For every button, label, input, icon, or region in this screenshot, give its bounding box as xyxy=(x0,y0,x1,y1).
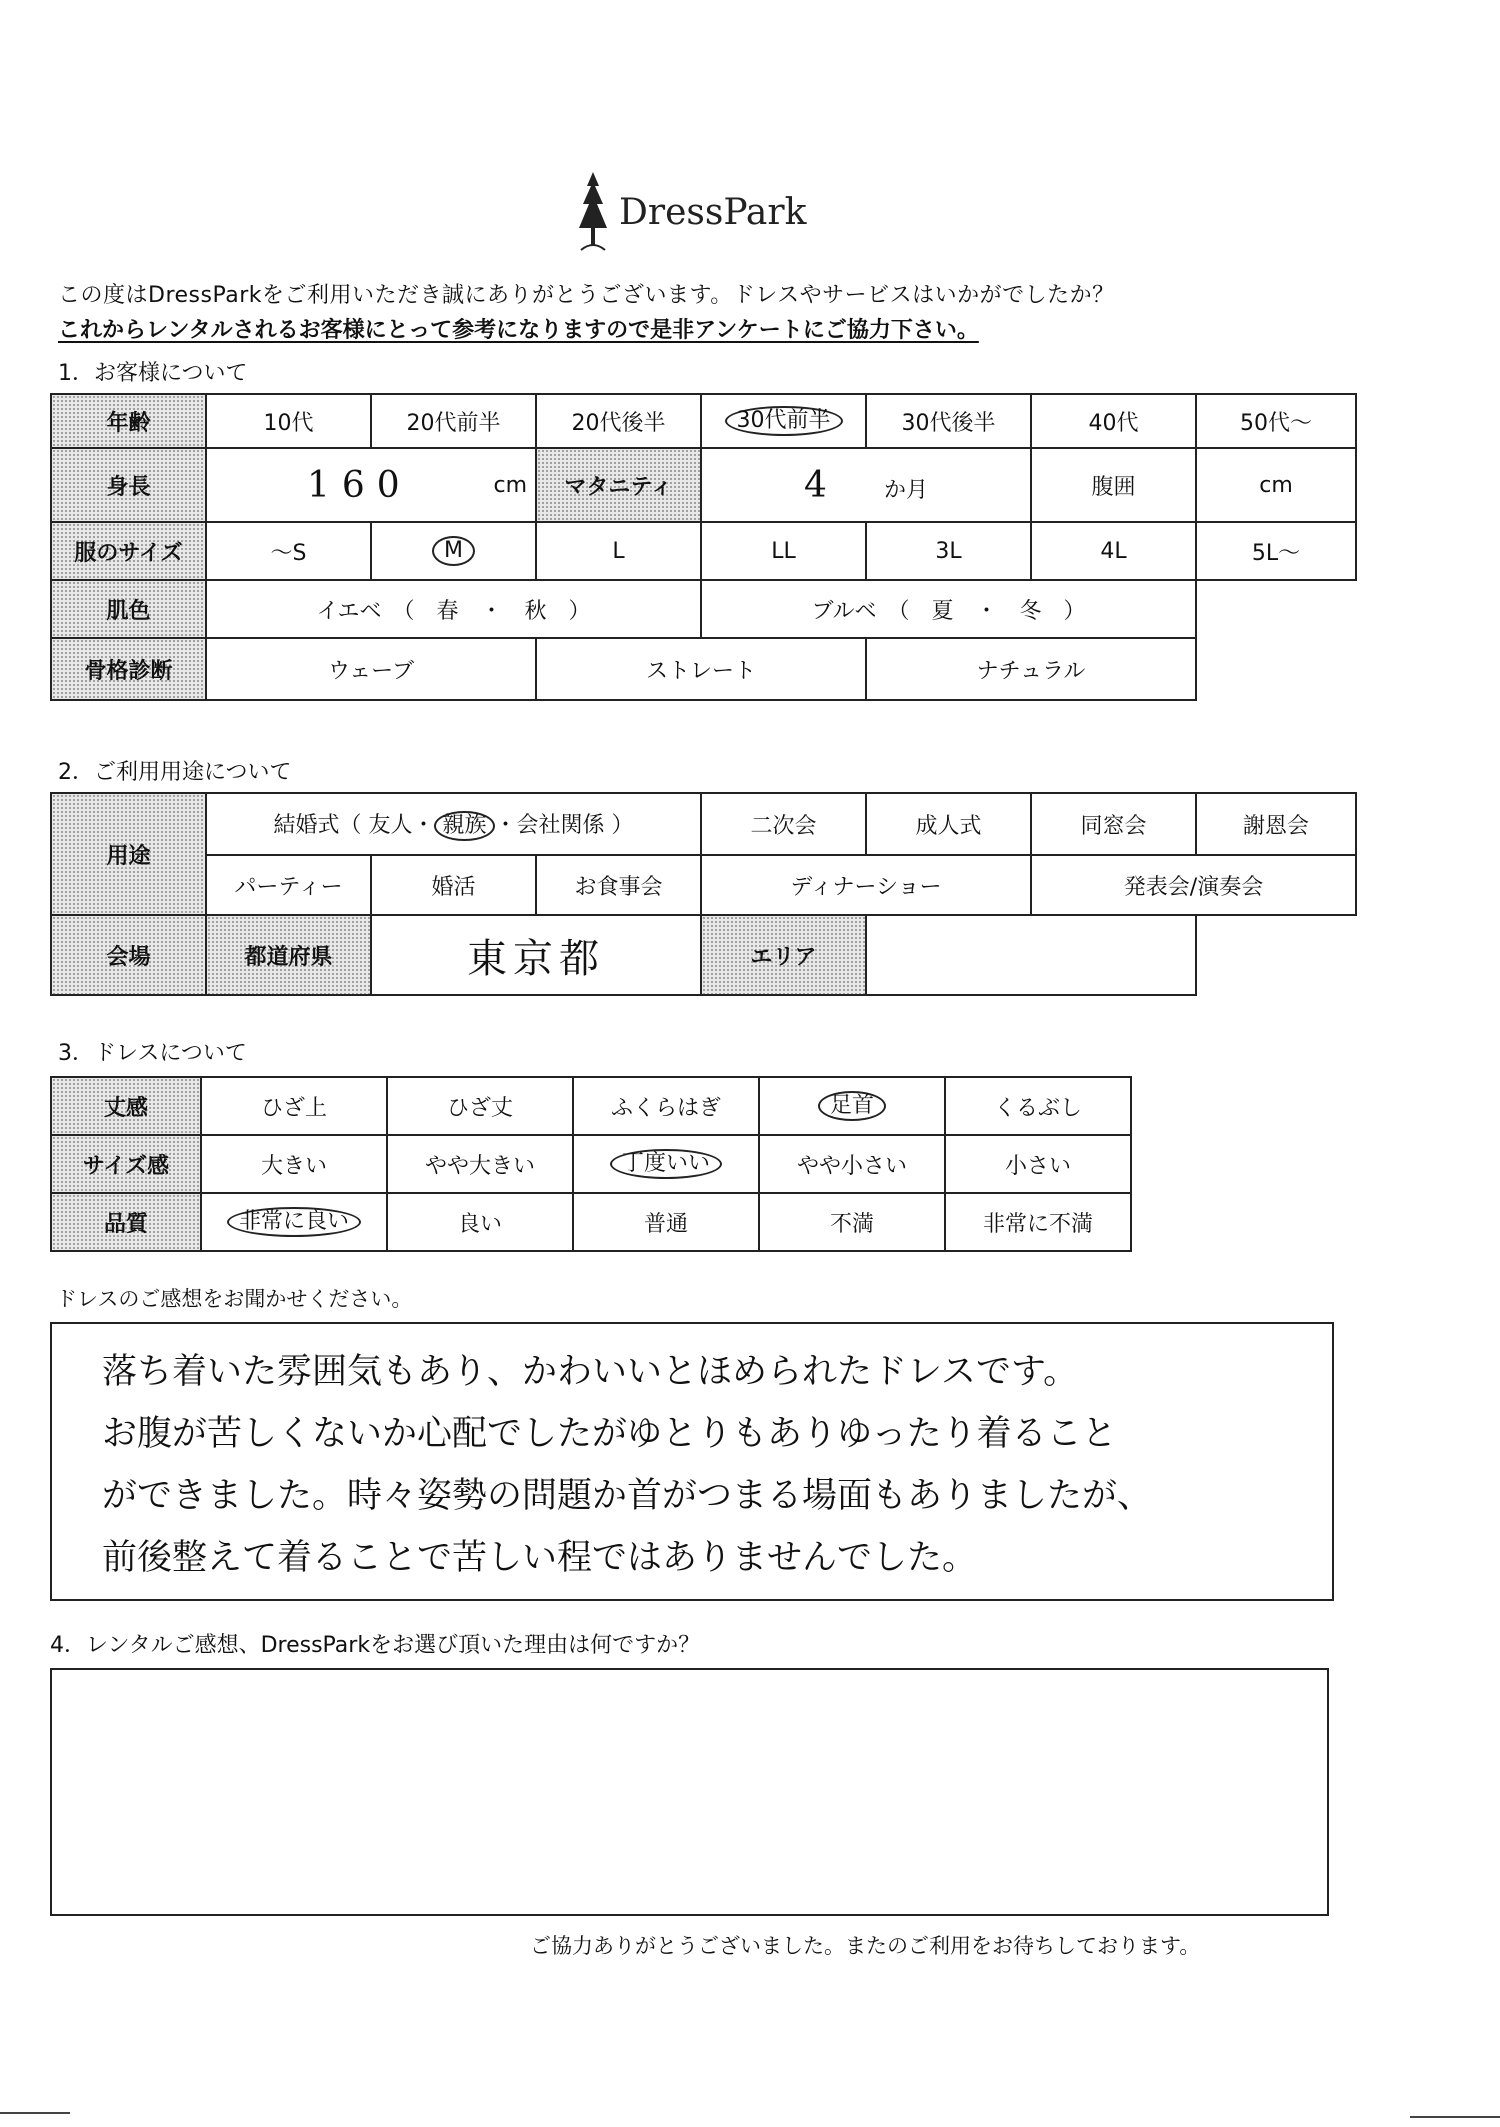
age-option[interactable]: 10代 xyxy=(206,394,371,448)
section4-title: 4．レンタルご感想、DressParkをお選び頂いた理由は何ですか？ xyxy=(50,1633,701,1658)
scan-mark xyxy=(0,2112,70,2114)
height-unit: cm xyxy=(493,473,527,498)
size-option[interactable]: 4L xyxy=(1031,522,1196,580)
prefecture-label: 都道府県 xyxy=(206,915,371,995)
wedding-option[interactable] xyxy=(206,793,701,855)
fit-option[interactable]: 大きい xyxy=(201,1135,387,1193)
fit-option[interactable]: やや小さい xyxy=(759,1135,945,1193)
venue-label: 会場 xyxy=(51,915,206,995)
age-option[interactable]: 20代前半 xyxy=(371,394,536,448)
area-field[interactable] xyxy=(866,915,1196,995)
length-option[interactable]: ひざ上 xyxy=(201,1077,387,1135)
height-value: 160 xyxy=(307,464,412,506)
length-option[interactable]: くるぶし xyxy=(945,1077,1131,1135)
intro-text: この度はDressParkをご利用いただき誠にありがとうございます。ドレスやサービスはいかがでしたか？ xyxy=(58,283,1115,308)
age-option[interactable]: 50代～ xyxy=(1196,394,1356,448)
selection-circle: 非常に良い xyxy=(227,1207,361,1237)
length-option-selected[interactable] xyxy=(759,1077,945,1135)
skin-option[interactable]: イエベ （ 春 ・ 秋 ） xyxy=(206,580,701,638)
skin-label: 肌色 xyxy=(51,580,206,638)
customer-table xyxy=(50,393,1357,701)
quality-option[interactable]: 良い xyxy=(387,1193,573,1251)
comment-box[interactable] xyxy=(50,1322,1334,1601)
purpose-option[interactable]: パーティー xyxy=(206,855,371,915)
quality-option[interactable]: 不満 xyxy=(759,1193,945,1251)
wedding-prefix: 結婚式（ 友人・ xyxy=(273,812,435,838)
prefecture-field[interactable] xyxy=(371,915,701,995)
fit-option[interactable]: やや大きい xyxy=(387,1135,573,1193)
body-type-row xyxy=(51,638,1356,700)
selection-circle: 30代前半 xyxy=(725,406,843,436)
comment-line: 前後整えて着ることで苦しい程ではありませんでした。 xyxy=(102,1538,978,1578)
selection-circle: 親族 xyxy=(434,811,494,841)
fit-label: サイズ感 xyxy=(51,1135,201,1193)
quality-option-selected[interactable] xyxy=(201,1193,387,1251)
selection-circle: M xyxy=(432,536,475,566)
waist-field[interactable] xyxy=(1196,448,1356,522)
size-option[interactable]: LL xyxy=(701,522,866,580)
height-field[interactable] xyxy=(206,448,536,522)
fit-option[interactable]: 小さい xyxy=(945,1135,1131,1193)
age-option-selected[interactable] xyxy=(701,394,866,448)
length-option[interactable]: ひざ丈 xyxy=(387,1077,573,1135)
length-row xyxy=(51,1077,1131,1135)
body-type-label: 骨格診断 xyxy=(51,638,206,700)
body-type-option[interactable]: ナチュラル xyxy=(866,638,1196,700)
selection-circle: 足首 xyxy=(818,1091,886,1121)
reason-box[interactable] xyxy=(50,1668,1329,1916)
waist-unit: cm xyxy=(1259,472,1293,498)
fit-row xyxy=(51,1135,1131,1193)
length-label: 丈感 xyxy=(51,1077,201,1135)
height-label: 身長 xyxy=(51,448,206,522)
venue-row xyxy=(51,915,1356,995)
purpose-option[interactable]: 成人式 xyxy=(866,793,1031,855)
maternity-unit: か月 xyxy=(883,477,928,503)
skin-row xyxy=(51,580,1356,638)
purpose-row-1 xyxy=(51,793,1356,855)
waist-label: 腹囲 xyxy=(1031,448,1196,522)
purpose-option[interactable]: 発表会/演奏会 xyxy=(1031,855,1356,915)
quality-row xyxy=(51,1193,1131,1251)
intro-request: これからレンタルされるお客様にとって参考になりますので是非アンケートにご協力下さい。 xyxy=(58,318,979,343)
size-option-selected[interactable] xyxy=(371,522,536,580)
purpose-option[interactable]: 同窓会 xyxy=(1031,793,1196,855)
dress-tree-icon xyxy=(575,170,611,260)
quality-option[interactable]: 非常に不満 xyxy=(945,1193,1131,1251)
maternity-field[interactable] xyxy=(701,448,1031,522)
age-option[interactable]: 20代後半 xyxy=(536,394,701,448)
size-row xyxy=(51,522,1356,580)
purpose-option[interactable]: ディナーショー xyxy=(701,855,1031,915)
purpose-option[interactable]: 婚活 xyxy=(371,855,536,915)
purpose-label: 用途 xyxy=(51,793,206,915)
section3-title: 3．ドレスについて xyxy=(58,1041,247,1066)
size-option[interactable]: L xyxy=(536,522,701,580)
age-option[interactable]: 30代後半 xyxy=(866,394,1031,448)
comment-line: ができました。時々姿勢の問題か首がつまる場面もありましたが、 xyxy=(102,1476,1153,1516)
footer-message: ご協力ありがとうございました。またのご利用をお待ちしております。 xyxy=(530,1934,1201,1958)
scan-mark xyxy=(1410,2116,1500,2118)
quality-option[interactable]: 普通 xyxy=(573,1193,759,1251)
brand-logo xyxy=(575,170,835,260)
size-option[interactable]: 3L xyxy=(866,522,1031,580)
prefecture-value: 東京都 xyxy=(467,935,605,982)
maternity-label: マタニティ xyxy=(536,448,701,522)
dress-table xyxy=(50,1076,1132,1252)
body-type-option[interactable]: ウェーブ xyxy=(206,638,536,700)
body-type-option[interactable]: ストレート xyxy=(536,638,866,700)
age-label: 年齢 xyxy=(51,394,206,448)
quality-label: 品質 xyxy=(51,1193,201,1251)
comment-prompt: ドレスのご感想をお聞かせください。 xyxy=(56,1287,413,1311)
skin-option[interactable]: ブルベ （ 夏 ・ 冬 ） xyxy=(701,580,1196,638)
age-row xyxy=(51,394,1356,448)
area-label: エリア xyxy=(701,915,866,995)
size-option[interactable]: 5L～ xyxy=(1196,522,1356,580)
section1-title: 1．お客様について xyxy=(58,361,248,386)
purpose-row-2 xyxy=(51,855,1356,915)
height-row xyxy=(51,448,1356,522)
purpose-option[interactable]: 謝恩会 xyxy=(1196,793,1356,855)
size-label: 服のサイズ xyxy=(51,522,206,580)
purpose-option[interactable]: 二次会 xyxy=(701,793,866,855)
comment-line: 落ち着いた雰囲気もあり、かわいいとほめられたドレスです。 xyxy=(102,1352,1079,1392)
length-option[interactable]: ふくらはぎ xyxy=(573,1077,759,1135)
size-option[interactable]: ～S xyxy=(206,522,371,580)
maternity-value: 4 xyxy=(804,464,827,506)
selection-circle: 丁度いい xyxy=(610,1149,722,1179)
section2-title: 2．ご利用用途について xyxy=(58,760,292,785)
brand-name: DressPark xyxy=(619,192,807,233)
purpose-option[interactable]: お食事会 xyxy=(536,855,701,915)
fit-option-selected[interactable] xyxy=(573,1135,759,1193)
wedding-suffix: ・会社関係 ） xyxy=(494,812,634,838)
age-option[interactable]: 40代 xyxy=(1031,394,1196,448)
purpose-table xyxy=(50,792,1357,996)
comment-line: お腹が苦しくないか心配でしたがゆとりもありゆったり着ること xyxy=(102,1414,1117,1454)
